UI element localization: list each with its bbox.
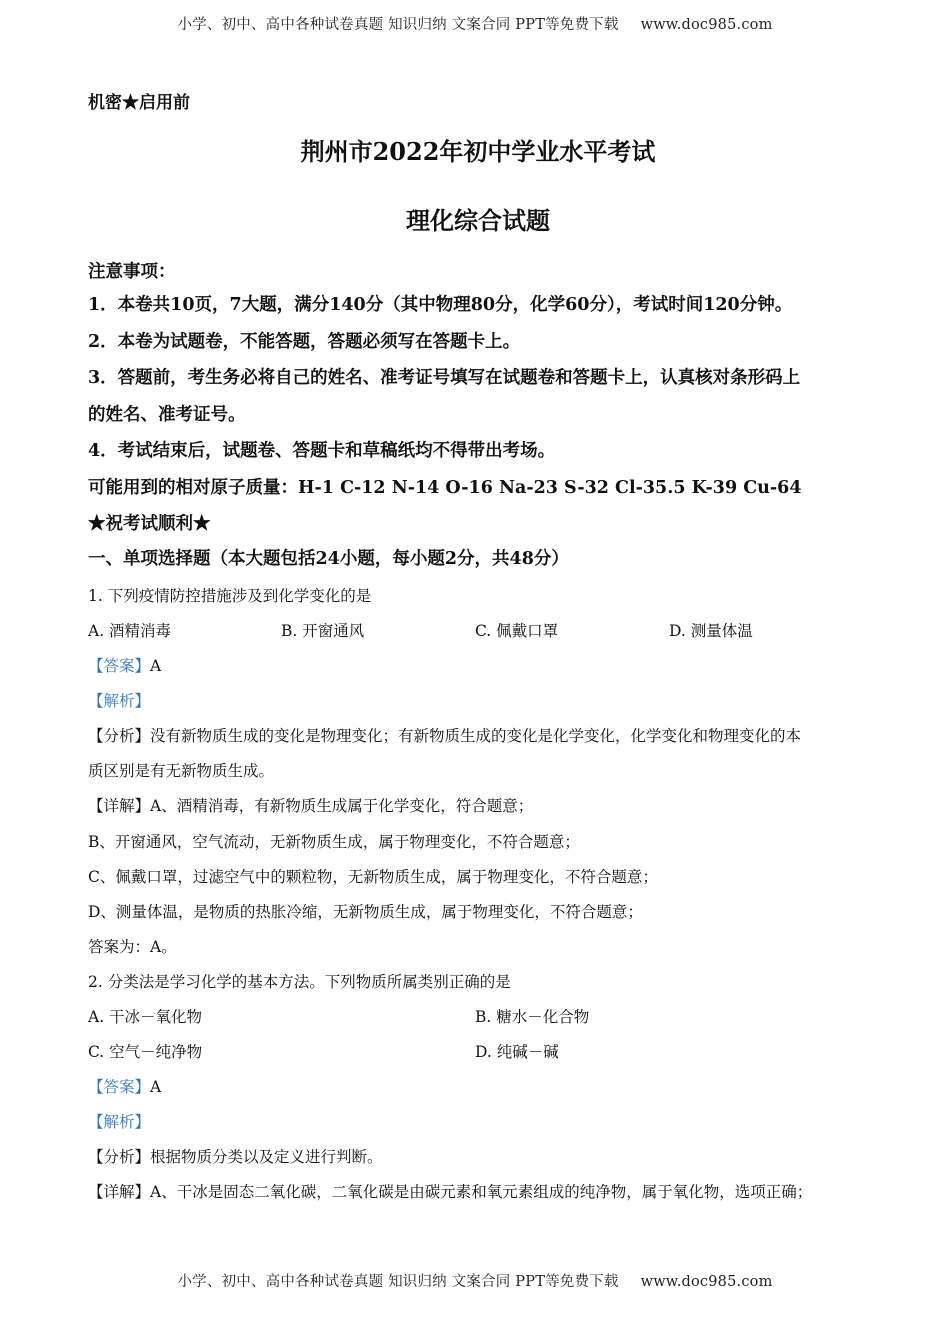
footer-url[interactable]: www.doc985.com [640,1274,773,1290]
question-2-stem: 2. 分类法是学习化学的基本方法。下列物质所属类别正确的是 [88,973,511,991]
q1-detail-line: D、测量体温，是物质的热胀冷缩，无新物质生成，属于物理变化，不符合题意； [88,903,643,921]
q1-option-b: B. 开窗通风 [281,622,365,640]
section-heading: 一、单项选择题（本大题包括24小题，每小题2分，共48分） [88,549,569,569]
q1-detail-line: B、开窗通风，空气流动，无新物质生成，属于物理变化，不符合题意； [88,833,580,851]
answer-tag: 【答案】 [88,1078,151,1096]
good-luck-line: ★祝考试顺利★ [88,514,211,534]
q2-detail-line: 【详解】A、干冰是固态二氧化碳，二氧化碳是由碳元素和氧元素组成的纯净物，属于氧化物，选项正确； [88,1183,813,1201]
notice-item: 3．答题前，考生务必将自己的姓名、准考证号填写在试题卷和答题卡上，认真核对条形码上 [88,368,801,388]
q1-analysis-line: 【分析】没有新物质生成的变化是物理变化；有新物质生成的变化是化学变化，化学变化和物理变化的本 [88,727,802,745]
q1-option-a: A. 酒精消毒 [88,622,172,640]
q1-detail-line: 【详解】A、酒精消毒，有新物质生成属于化学变化，符合题意； [88,797,534,815]
header-text: 小学、初中、高中各种试卷真题 知识归纳 文案合同 PPT等免费下载 [177,17,619,33]
q1-answer: A [150,657,162,675]
page-footer [0,1270,950,1291]
question-1-stem: 1. 下列疫情防控措施涉及到化学变化的是 [88,587,372,605]
q2-option-c: C. 空气－纯净物 [88,1043,203,1061]
notice-item: 1．本卷共10页，7大题，满分140分（其中物理80分，化学60分），考试时间120分钟。 [88,295,793,315]
q1-analysis-tag: 【解析】 [88,692,151,710]
notice-item: 2．本卷为试题卷，不能答题，答题必须写在答题卡上。 [88,332,521,352]
page-header [0,13,950,34]
q1-option-d: D. 测量体温 [669,622,753,640]
q2-option-b: B. 糖水－化合物 [475,1008,590,1026]
q1-answer-line [88,654,161,676]
footer-text: 小学、初中、高中各种试卷真题 知识归纳 文案合同 PPT等免费下载 [177,1274,619,1290]
q2-option-d: D. 纯碱－碱 [475,1043,559,1061]
notice-heading: 注意事项： [88,262,176,282]
q1-detail-line: C、佩戴口罩，过滤空气中的颗粒物，无新物质生成，属于物理变化，不符合题意； [88,868,658,886]
q2-answer-line [88,1075,161,1097]
answer-tag: 【答案】 [88,657,151,675]
q2-analysis-line: 【分析】根据物质分类以及定义进行判断。 [88,1148,383,1166]
exam-subtitle: 理化综合试题 [406,206,550,235]
q1-analysis-line: 质区别是有无新物质生成。 [88,762,275,780]
q2-analysis-tag: 【解析】 [88,1113,151,1131]
q2-answer: A [150,1078,162,1096]
atomic-mass-line: 可能用到的相对原子质量：H-1 C-12 N-14 O-16 Na-23 S-32 Cl-35.5 K-39 Cu-64 [88,478,802,498]
notice-item: 的姓名、准考证号。 [88,405,246,425]
confidential-mark: 机密★启用前 [88,93,190,113]
exam-title: 荆州市2022年初中学业水平考试 [300,137,656,166]
q2-option-a: A. 干冰－氧化物 [88,1008,203,1026]
q1-option-c: C. 佩戴口罩 [475,622,559,640]
q1-conclusion: 答案为：A。 [88,938,177,956]
header-url[interactable]: www.doc985.com [640,17,773,33]
notice-item: 4．考试结束后，试题卷、答题卡和草稿纸均不得带出考场。 [88,441,556,461]
